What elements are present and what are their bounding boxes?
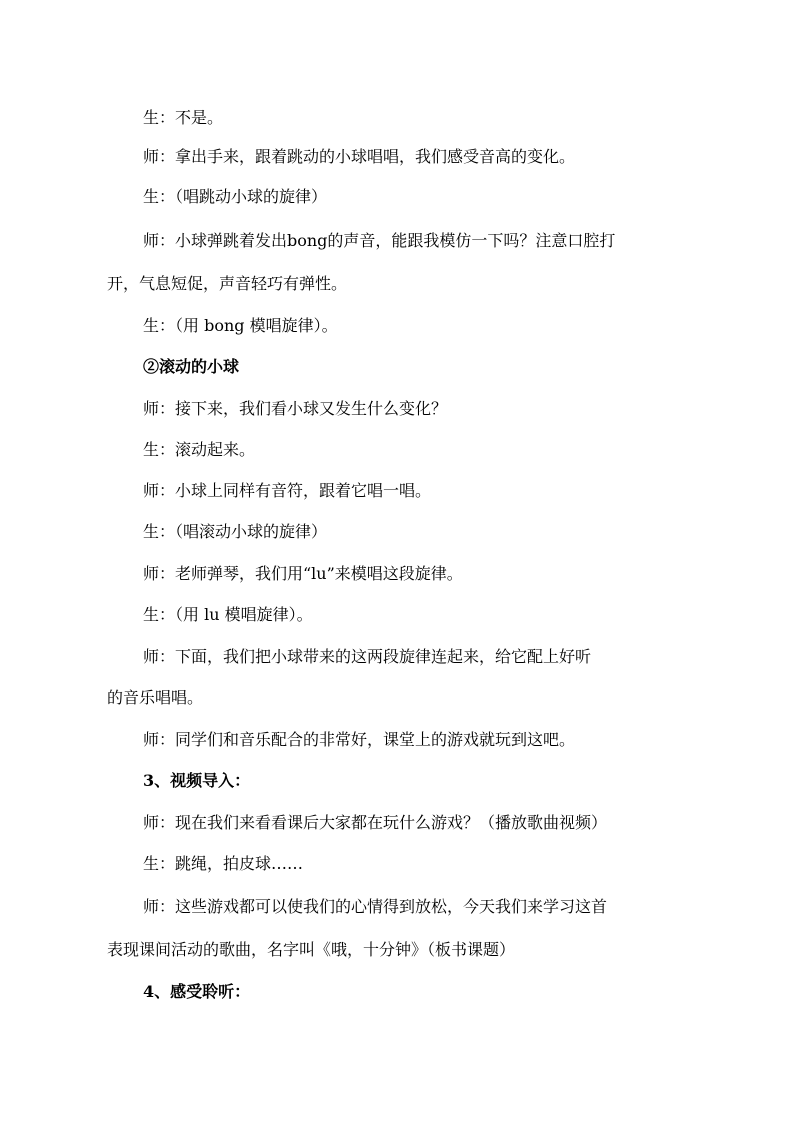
text-line: 师：这些游戏都可以使我们的心情得到放松，今天我们来学习这首 [143, 897, 608, 916]
text-line: 开，气息短促，声音轻巧有弹性。 [107, 274, 348, 293]
section-heading: 4、感受聆听： [143, 982, 251, 1001]
text-line: 的音乐唱唱。 [107, 688, 204, 707]
text-line: 生：（唱滚动小球的旋律） [143, 522, 328, 541]
text-line: 师：小球弹跳着发出bong的声音，能跟我模仿一下吗？注意口腔打 [143, 231, 616, 250]
text-line: 生：跳绳，拍皮球…… [143, 854, 304, 873]
text-line: 师：接下来，我们看小球又发生什么变化？ [143, 399, 448, 418]
section-heading: ②滚动的小球 [143, 357, 240, 376]
text-line: 生：（用 lu 模唱旋律）。 [143, 605, 313, 624]
text-line: 师：下面，我们把小球带来的这两段旋律连起来，给它配上好听 [143, 647, 592, 666]
text-line: 师：老师弹琴，我们用“lu”来模唱这段旋律。 [143, 564, 463, 583]
text-line: 师：同学们和音乐配合的非常好，课堂上的游戏就玩到这吧。 [143, 730, 576, 749]
text-line: 师：拿出手来，跟着跳动的小球唱唱，我们感受音高的变化。 [143, 147, 576, 166]
text-line: 生：（唱跳动小球的旋律） [143, 187, 328, 206]
text-line: 生：滚动起来。 [143, 440, 256, 459]
text-line: 表现课间活动的歌曲，名字叫《哦，十分钟》（板书课题） [107, 940, 516, 959]
text-line: 生：不是。 [143, 108, 224, 127]
text-line: 师：现在我们来看看课后大家都在玩什么游戏？（播放歌曲视频） [143, 813, 608, 832]
text-line: 生：（用 bong 模唱旋律）。 [143, 316, 338, 335]
text-line: 师：小球上同样有音符，跟着它唱一唱。 [143, 481, 432, 500]
section-heading: 3、视频导入： [143, 771, 251, 790]
